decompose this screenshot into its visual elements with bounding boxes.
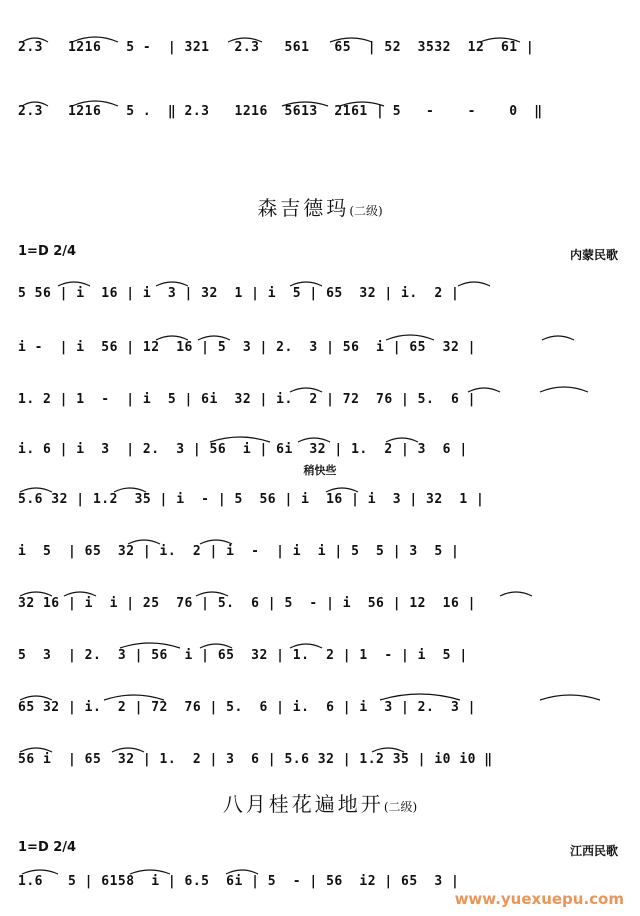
- piece-grade: (二级): [349, 204, 383, 218]
- piece-origin: 江西民歌: [569, 844, 618, 858]
- notation-line: 32 16 | i i | 25 76 | 5. 6 | 5 - | i 56 | 12 16 |: [18, 596, 476, 611]
- staff-row: [0, 86, 640, 146]
- staff-row: [0, 578, 640, 638]
- notation-line: 5 3 | 2. 3 | 56 i | 65 32 | 1. 2 | 1 - | i 5 |: [18, 648, 468, 663]
- staff-row: [0, 630, 640, 690]
- notation-line: 56 i | 65 32 | 1. 2 | 3 6 | 5.6 32 | 1.2 35 | i0 i0 ‖: [18, 752, 493, 767]
- staff-row: [0, 734, 640, 794]
- staff-row: [0, 22, 640, 82]
- notation-line: 2.3 1216 5 . ‖ 2.3 1216 5613 2161 | 5 - - 0 ‖: [18, 104, 543, 119]
- notation-line: 2.3 1216 5 - | 321 2.3 561 65 | 52 3532 12 61 |: [18, 40, 535, 55]
- piece-grade: (二级): [383, 800, 418, 814]
- staff-row: [0, 268, 640, 328]
- notation-line: 5.6 32 | 1.2 35 | i - | 5 56 | i 16 | i 3 | 32 1 |: [18, 492, 485, 507]
- notation-line: 65 32 | i. 2 | 72 76 | 5. 6 | i. 6 | i 3 | 2. 3 |: [18, 700, 476, 715]
- staff-row: [0, 322, 640, 382]
- staff-row: [0, 474, 640, 534]
- piece-title: [0, 192, 640, 221]
- notation-line: 1.6 5 | 6158 i | 6.5 6i | 5 - | 56 i2 | 65 3 |: [18, 874, 460, 889]
- piece-origin: 内蒙民歌: [569, 248, 618, 262]
- watermark: www.yuexuepu.com: [454, 890, 624, 908]
- piece-title-text: 八月桂花遍地开: [222, 792, 384, 816]
- piece-title: [0, 788, 640, 817]
- staff-row: [0, 526, 640, 586]
- notation-line: 1. 2 | 1 - | i 5 | 6i 32 | i. 2 | 72 76 | 5. 6 |: [18, 392, 476, 407]
- notation-line: i. 6 | i 3 | 2. 3 | 56 i | 6i 32 | 1. 2 | 3 6 |: [18, 442, 468, 457]
- staff-row: [0, 682, 640, 742]
- notation-line: 5 56 | i 16 | i 3 | 32 1 | i 5 | 65 32 | i. 2 |: [18, 286, 460, 301]
- tempo-marking: 稍快些: [303, 464, 337, 477]
- notation-line: i - | i 56 | 12 16 | 5 3 | 2. 3 | 56 i | 65 32 |: [18, 340, 476, 355]
- key-signature: 1=D 2/4: [18, 244, 77, 259]
- key-signature: 1=D 2/4: [18, 840, 77, 855]
- piece-title-text: 森吉德玛: [257, 196, 350, 220]
- notation-line: i 5 | 65 32 | i. 2 | i - | i i | 5 5 | 3 5 |: [18, 544, 460, 559]
